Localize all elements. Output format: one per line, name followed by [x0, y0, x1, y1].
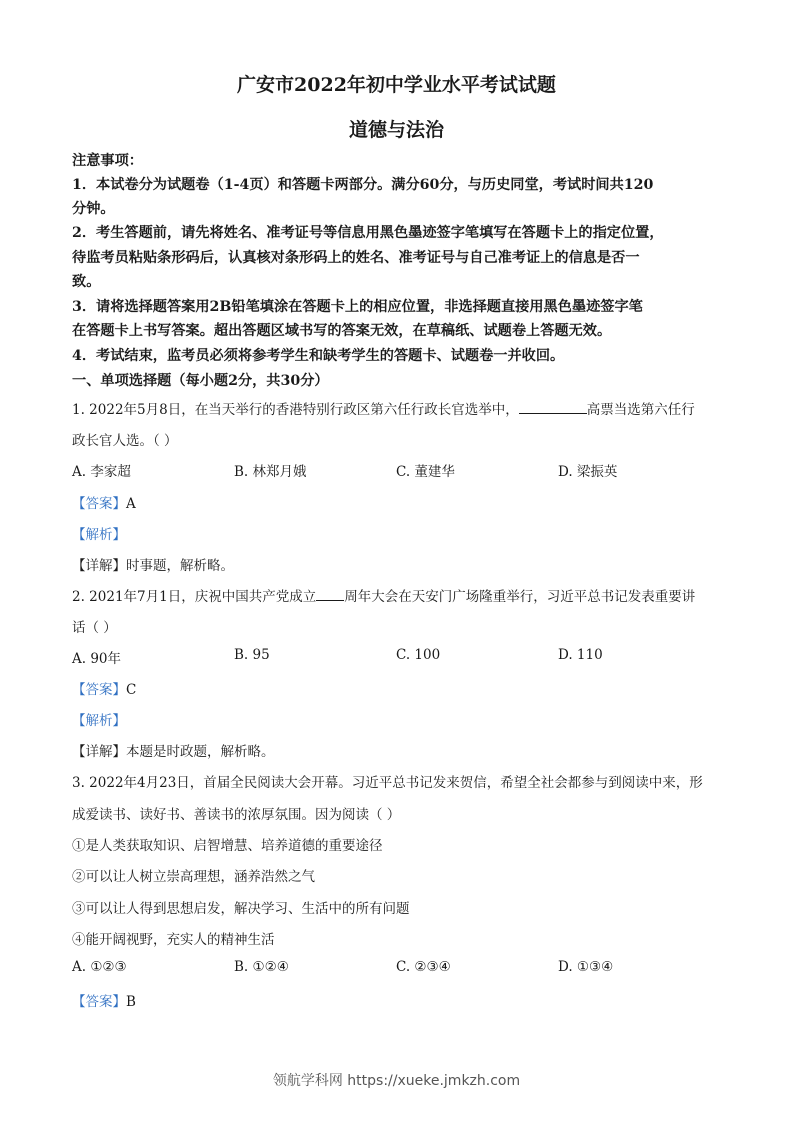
detail-label: 【详解】 [72, 558, 126, 574]
exam-title: 广安市2022年初中学业水平考试试题 [237, 74, 556, 96]
question-text: 2. 2021年7月1日，庆祝中国共产党成立 [72, 589, 317, 605]
notice-line: 分钟。 [72, 201, 115, 217]
analysis-label: 【解析】 [72, 527, 126, 543]
notice-heading: 注意事项： [72, 153, 143, 169]
statement-item: ③可以让人得到思想启发，解决学习、生活中的所有问题 [72, 901, 410, 917]
answer-label: 【答案】 [72, 682, 126, 698]
answer-label: 【答案】 [72, 496, 126, 512]
question-2-stem-cont: 话（ ） [72, 620, 117, 636]
question-2-stem [72, 585, 724, 605]
option-a: A. 90年 [72, 651, 122, 667]
question-1-stem [72, 398, 724, 418]
statement-item: ④能开阔视野，充实人的精神生活 [72, 932, 275, 948]
statement-item: ①是人类获取知识、启智增慧、培养道德的重要途径 [72, 838, 383, 854]
analysis-line [72, 709, 724, 729]
footer-watermark: 领航学科网 https://xueke.jmkzh.com [272, 1073, 521, 1089]
detail-text: 本题是时政题，解析略。 [126, 744, 275, 760]
answer-value: C [126, 682, 137, 698]
notice-line: 2．考生答题前，请先将姓名、准考证号等信息用黑色墨迹签字笔填写在答题卡上的指定位置， [72, 225, 664, 241]
option-d: D. 梁振英 [558, 464, 618, 480]
option-b: B. 林郑月娥 [234, 464, 307, 480]
option-d: D. 110 [558, 647, 603, 663]
answer-line [72, 990, 724, 1010]
question-3-stem-cont: 成爱读书、读好书、善读书的浓厚氛围。因为阅读（ ） [72, 807, 401, 823]
option-c: C. ②③④ [396, 959, 451, 975]
option-a: A. 李家超 [72, 464, 131, 480]
statement-item: ②可以让人树立崇高理想，涵养浩然之气 [72, 869, 315, 885]
detail-line [72, 554, 724, 574]
subject-title: 道德与法治 [348, 119, 444, 141]
notice-line: 4．考试结束，监考员必须将参考学生和缺考学生的答题卡、试题卷一并收回。 [72, 348, 565, 364]
notice-line: 致。 [72, 274, 101, 290]
option-c: C. 董建华 [396, 464, 455, 480]
question-1-stem-cont: 政长官人选。（ ） [72, 433, 178, 449]
answer-line [72, 492, 724, 512]
analysis-line [72, 523, 724, 543]
answer-value: A [126, 496, 136, 512]
answer-line [72, 678, 724, 698]
analysis-label: 【解析】 [72, 713, 126, 729]
section-heading: 一、单项选择题（每小题2分，共30分） [72, 373, 329, 389]
option-b: B. 95 [234, 647, 270, 663]
question-text: 1. 2022年5月8日，在当天举行的香港特别行政区第六任行政长官选举中， [72, 402, 519, 418]
option-b: B. ①②④ [234, 959, 289, 975]
answer-label: 【答案】 [72, 994, 126, 1010]
option-c: C. 100 [396, 647, 441, 663]
option-a: A. ①②③ [72, 959, 127, 975]
question-text: 高票当选第六任行 [586, 402, 695, 418]
notice-line: 待监考员粘贴条形码后，认真核对条形码上的姓名、准考证号与自己准考证上的信息是否一 [72, 250, 640, 266]
option-d: D. ①③④ [558, 959, 614, 975]
answer-blank [519, 401, 587, 414]
notice-line: 3．请将选择题答案用2B铅笔填涂在答题卡上的相应位置，非选择题直接用黑色墨迹签字笔 [72, 299, 643, 315]
detail-text: 时事题，解析略。 [126, 558, 234, 574]
question-3-stem: 3. 2022年4月23日，首届全民阅读大会开幕。习近平总书记发来贺信，希望全社会都参与到阅读中来，形 [72, 775, 703, 791]
answer-blank [316, 588, 344, 601]
notice-line: 1．本试卷分为试题卷（1-4页）和答题卡两部分。满分60分，与历史同堂，考试时间共120 [72, 177, 654, 193]
notice-line: 在答题卡上书写答案。超出答题区域书写的答案无效，在草稿纸、试题卷上答题无效。 [72, 323, 612, 339]
detail-line [72, 740, 724, 760]
question-text: 周年大会在天安门广场隆重举行，习近平总书记发表重要讲 [344, 589, 696, 605]
detail-label: 【详解】 [72, 744, 126, 760]
answer-value: B [126, 994, 136, 1010]
